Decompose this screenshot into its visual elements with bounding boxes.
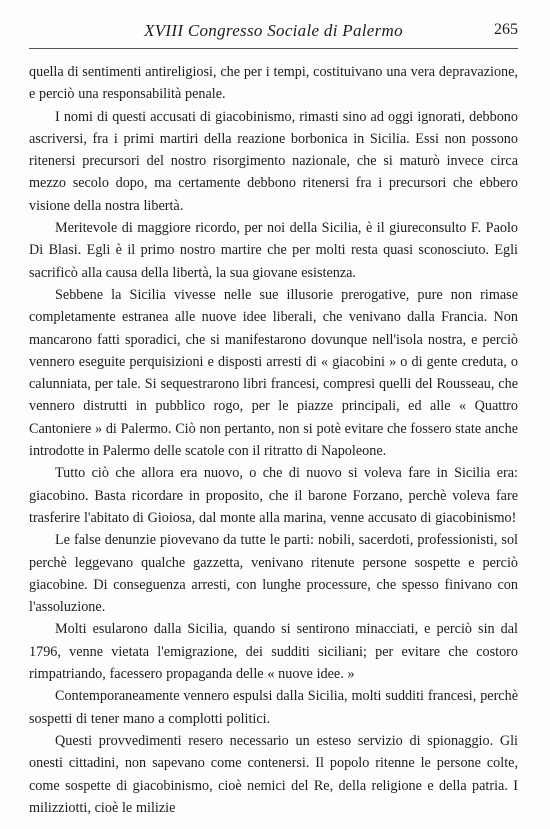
paragraph: Contemporaneamente vennero espulsi dalla Sicilia, molti sudditi francesi, perchè sospetti di tener mano a complotti politici. <box>29 688 518 727</box>
paragraph: quella di sentimenti antireligiosi, che per i tempi, costituivano una vera depravazione, e perciò una responsabilità penale. <box>29 64 518 103</box>
running-header <box>29 20 518 49</box>
paragraph: Tutto ciò che allora era nuovo, o che di nuovo si voleva fare in Sicilia era: giacobino. Basta ricordare in proposito, che il barone Forzano, perchè voleva fare trasferire l'abitato di Gioiosa, dal monte alla marina, venne accusato di giacobinismo! <box>29 465 518 526</box>
running-title: XVIII Congresso Sociale di Palermo <box>144 21 403 40</box>
body-text <box>29 61 518 819</box>
paragraph: I nomi di questi accusati di giacobinismo, rimasti sino ad oggi ignorati, debbono ascriversi, fra i primi martiri della reazione borbonica in Sicilia. Essi non possono ritenersi precursori del nostro risorgimento nazionale, che si maturò invece circa mezzo secolo dopo, ma certamente debbono ritenersi fra i precursori che ebbero visione della nostra libertà. <box>29 108 518 214</box>
page-number: 265 <box>494 21 518 38</box>
paragraph: Molti esularono dalla Sicilia, quando si sentirono minacciati, e perciò sin dal 1796, venne vietata l'emigrazione, dei sudditi siciliani; per evitare che costoro rimpatriando, facessero propaganda delle « nuove idee. » <box>29 621 518 683</box>
paragraph: Le false denunzie piovevano da tutte le parti: nobili, sacerdoti, professionisti, sol perchè leggevano qualche gazzetta, venivano ritenute persone sospette e perciò giacobine. Di conseguenza arresti, con lunghe processure, che spesso finivano con l'assoluzione. <box>29 532 518 616</box>
paragraph: Questi provvedimenti resero necessario un esteso servizio di spionaggio. Gli onesti cittadini, non sapevano come contenersi. Il popolo ritenne le persone colte, come sospette di giacobinismo, cioè nemici del Re, della religione e della patria. I milizziotti, cioè le milizie <box>29 732 518 816</box>
paragraph: Meritevole di maggiore ricordo, per noi della Sicilia, è il giureconsulto F. Paolo Di Blasi. Egli è il primo nostro martire che per molti resta quasi sconosciuto. Egli sacrificò alla causa della libertà, la sua giovane esistenza. <box>29 220 518 281</box>
paragraph: Sebbene la Sicilia vivesse nelle sue illusorie prerogative, pure non rimase completamente estranea alle nuove idee liberali, che venivano dalla Francia. Non mancarono fatti sporadici, che si manifestarono dovunque nell'isola nostra, e perciò vennero eseguite perquisizioni e disposti arresti di « giacobini » o di gente creduta, o calunniata, per tale. Si sequestrarono libri francesi, compresi quelli del Rousseau, che vennero distrutti in pubblico rogo, per le piazze principali, ed alle « Quattro Cantoniere » di Palermo. Ciò non pertanto, non si potè evitare che fossero state anche introdotte in Palermo delle scatole con il ritratto di Napoleone. <box>29 286 518 460</box>
